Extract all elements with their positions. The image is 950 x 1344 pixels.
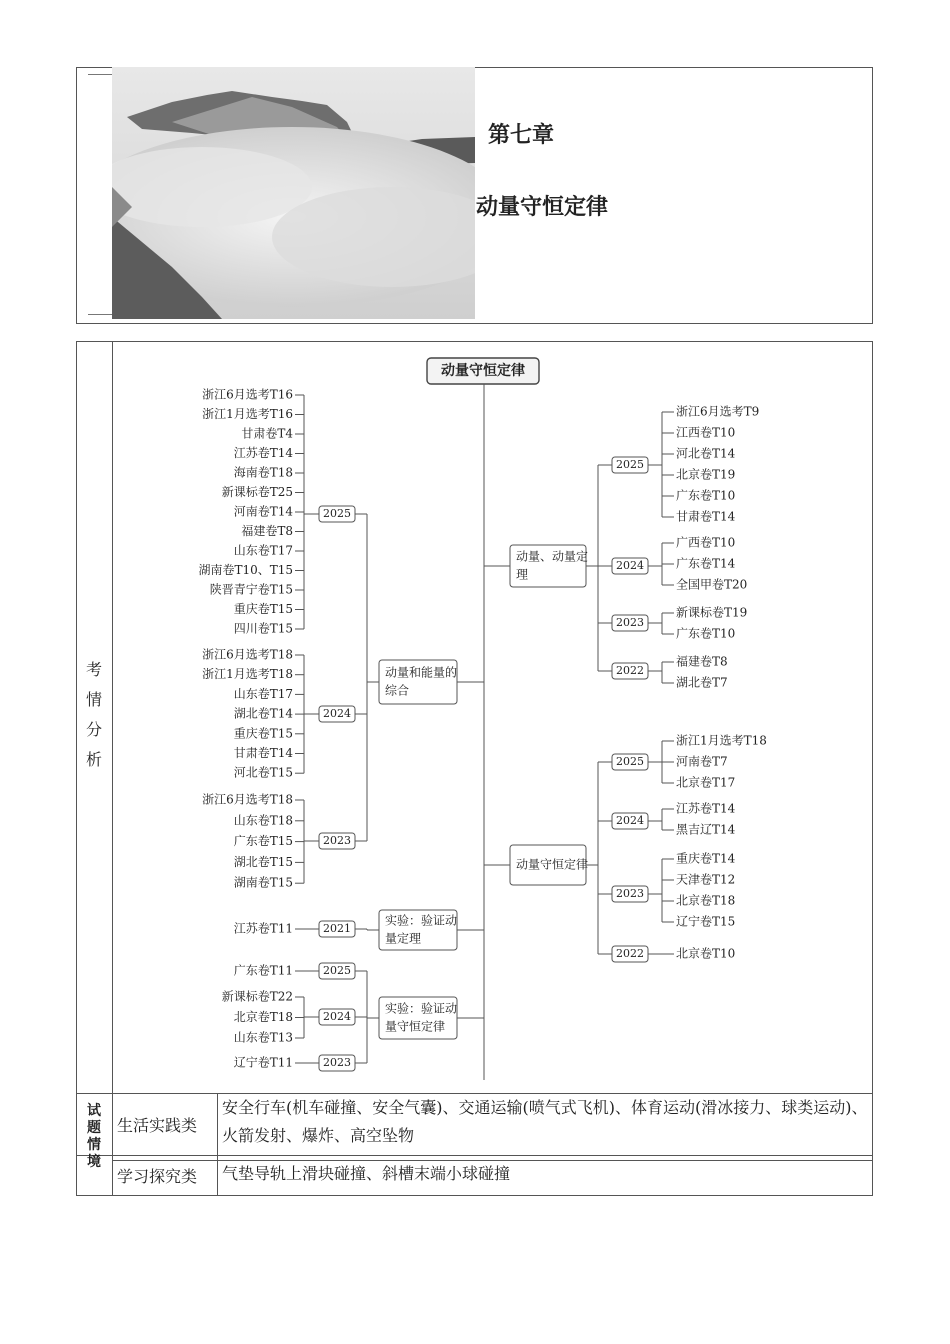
exam-item-label: 北京卷T19 <box>676 467 736 482</box>
exam-item-label: 福建卷T8 <box>241 524 293 538</box>
year-label: 2023 <box>323 1056 351 1069</box>
exam-item-label: 江苏卷T14 <box>676 801 736 816</box>
exam-item-label: 湖南卷T10、T15 <box>198 563 293 577</box>
exam-item-label: 天津卷T12 <box>676 872 736 887</box>
exam-item-label: 重庆卷T14 <box>676 851 736 866</box>
exam-item-label: 广东卷T15 <box>233 834 293 849</box>
context-side-label <box>80 1103 108 1171</box>
year-label: 2025 <box>323 964 351 977</box>
exam-item-label: 甘肃卷T4 <box>241 426 293 441</box>
context-description: 安全行车(机车碰撞、安全气囊)、交通运输(喷气式飞机)、体育运动(滑冰接力、球类运动)、火箭发射、爆炸、高空坠物 <box>222 1098 868 1145</box>
year-label: 2024 <box>323 707 351 720</box>
exam-item-label: 甘肃卷T14 <box>233 746 293 760</box>
year-label: 2025 <box>616 458 644 471</box>
exam-item-label: 海南卷T18 <box>233 465 293 480</box>
year-label: 2025 <box>323 507 351 520</box>
exam-item-label: 江苏卷T14 <box>233 446 293 460</box>
exam-item-label: 新课标卷T22 <box>221 989 293 1004</box>
context-side-label-char: 题 <box>87 1120 101 1136</box>
year-label: 2021 <box>323 922 351 935</box>
exam-item-label: 浙江6月选考T18 <box>202 792 293 807</box>
exam-item-label: 山东卷T18 <box>233 813 293 828</box>
exam-item-label: 重庆卷T15 <box>233 726 293 741</box>
exam-item-label: 浙江1月选考T18 <box>202 667 293 682</box>
exam-item-label: 四川卷T15 <box>233 621 293 636</box>
exam-item-label: 广西卷T10 <box>676 535 736 550</box>
side-label-char: 分 <box>85 720 102 739</box>
year-label: 2024 <box>323 1010 351 1023</box>
year-label: 2023 <box>616 887 644 900</box>
exam-item-label: 辽宁卷T11 <box>233 1055 293 1070</box>
context-category: 学习探究类 <box>117 1167 198 1186</box>
year-label: 2022 <box>616 664 644 677</box>
exam-item-label: 江苏卷T11 <box>233 921 293 936</box>
exam-item-label: 北京卷T18 <box>233 1010 293 1024</box>
exam-item-label: 广东卷T10 <box>676 488 736 503</box>
exam-item-label: 甘肃卷T14 <box>676 509 736 524</box>
left-topic-label: 量定理 <box>385 931 422 946</box>
exam-item-label: 广东卷T11 <box>233 963 293 978</box>
exam-item-label: 浙江1月选考T18 <box>676 733 767 748</box>
side-label-char: 析 <box>85 750 102 769</box>
left-topic-label: 综合 <box>385 683 410 698</box>
exam-item-label: 黑吉辽T14 <box>676 822 736 837</box>
context-side-label-char: 情 <box>87 1137 101 1153</box>
exam-item-label: 辽宁卷T15 <box>676 914 736 929</box>
exam-item-label: 山东卷T13 <box>233 1030 293 1045</box>
right-topic-label: 动量守恒定律 <box>516 857 589 872</box>
exam-item-label: 浙江6月选考T18 <box>202 647 293 662</box>
right-topic-label: 动量、动量定 <box>516 549 589 564</box>
exam-item-label: 湖南卷T15 <box>233 875 293 890</box>
side-label-char: 考 <box>85 660 102 679</box>
exam-item-label: 广东卷T10 <box>676 626 736 641</box>
exam-item-label: 重庆卷T15 <box>233 602 293 616</box>
exam-item-label: 福建卷T8 <box>676 654 728 669</box>
context-side-label-char: 试 <box>87 1103 101 1119</box>
exam-item-label: 全国甲卷T20 <box>676 577 748 592</box>
context-description: 气垫导轨上滑块碰撞、斜槽末端小球碰撞 <box>222 1164 511 1183</box>
exam-item-label: 湖北卷T15 <box>233 854 293 869</box>
side-label-char: 情 <box>85 690 102 709</box>
exam-item-label: 河北卷T15 <box>233 765 293 780</box>
left-topic-label: 动量和能量的 <box>385 665 458 680</box>
exam-item-label: 山东卷T17 <box>233 543 293 558</box>
exam-item-label: 浙江6月选考T16 <box>202 387 293 402</box>
exam-item-label: 浙江1月选考T16 <box>202 407 293 421</box>
exam-item-label: 陕晋青宁卷T15 <box>209 582 293 597</box>
year-label: 2024 <box>616 814 644 827</box>
exam-item-label: 湖北卷T7 <box>676 675 728 690</box>
exam-item-label: 山东卷T17 <box>233 686 293 701</box>
context-category: 生活实践类 <box>117 1116 198 1135</box>
year-label: 2023 <box>616 616 644 629</box>
root-title: 动量守恒定律 <box>441 363 525 379</box>
exam-item-label: 广东卷T14 <box>676 556 736 571</box>
context-side-label-char: 境 <box>87 1154 101 1170</box>
year-label: 2025 <box>616 755 644 768</box>
year-label: 2022 <box>616 947 644 960</box>
year-label: 2024 <box>616 559 644 572</box>
exam-item-label: 北京卷T10 <box>676 946 736 961</box>
left-topic-label: 实验：验证动 <box>385 913 458 928</box>
chapter-title: 动量守恒定律 <box>476 194 609 220</box>
exam-item-label: 湖北卷T14 <box>233 706 293 721</box>
exam-item-label: 北京卷T18 <box>676 893 736 908</box>
exam-item-label: 北京卷T17 <box>676 775 736 790</box>
year-label: 2023 <box>323 834 351 847</box>
left-topic-label: 量守恒定律 <box>385 1019 446 1034</box>
exam-item-label: 河南卷T7 <box>676 754 728 769</box>
left-topic-label: 实验：验证动 <box>385 1001 458 1016</box>
right-topic-label: 理 <box>516 567 529 582</box>
exam-item-label: 河南卷T14 <box>233 504 293 519</box>
column-divider <box>217 1093 218 1196</box>
exam-item-label: 河北卷T14 <box>676 446 736 461</box>
exam-item-label: 浙江6月选考T9 <box>676 404 760 419</box>
exam-item-label: 新课标卷T19 <box>676 605 748 620</box>
chapter-number: 第七章 <box>488 122 555 148</box>
exam-item-label: 新课标卷T25 <box>221 485 293 499</box>
exam-item-label: 江西卷T10 <box>676 425 736 440</box>
